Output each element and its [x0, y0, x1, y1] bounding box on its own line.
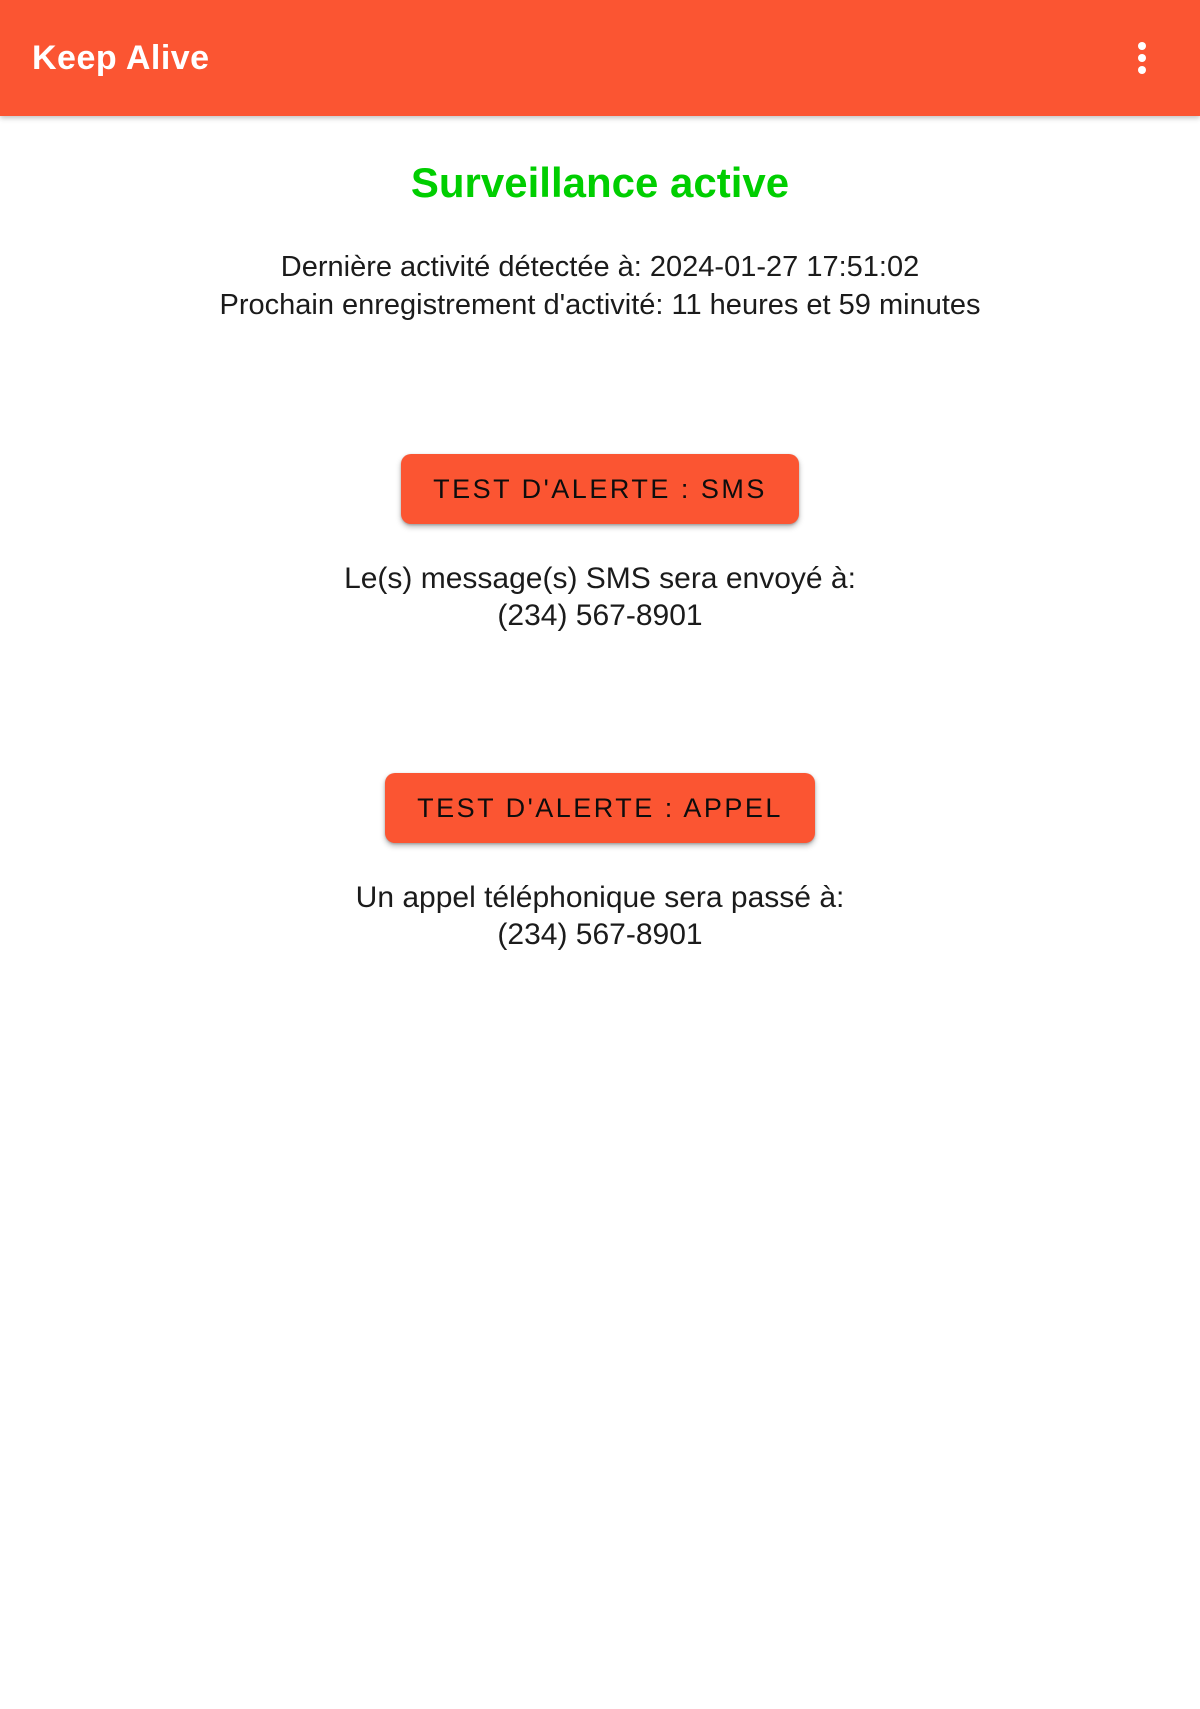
- sms-test-button[interactable]: TEST D'ALERTE : SMS: [401, 454, 799, 524]
- kebab-menu-icon: [1138, 66, 1146, 74]
- activity-info: [0, 248, 1200, 324]
- overflow-menu-button[interactable]: [1128, 32, 1156, 84]
- monitoring-status-headline: Surveillance active: [410, 159, 790, 206]
- call-description-text: Un appel téléphonique sera passé à:: [355, 881, 845, 914]
- sms-phone-number: (234) 567-8901: [497, 599, 703, 632]
- call-test-button[interactable]: TEST D'ALERTE : APPEL: [385, 773, 815, 843]
- app-title: Keep Alive: [32, 38, 210, 77]
- call-target-info: [0, 879, 1200, 953]
- sms-target-info: [0, 560, 1200, 634]
- last-activity-text: Dernière activité détectée à: 2024-01-27 17:51:02: [280, 251, 920, 283]
- sms-description-text: Le(s) message(s) SMS sera envoyé à:: [344, 562, 856, 595]
- app-bar: [0, 0, 1200, 116]
- call-phone-number: (234) 567-8901: [497, 918, 703, 951]
- kebab-menu-icon: [1138, 42, 1146, 50]
- kebab-menu-icon: [1138, 54, 1146, 62]
- main-content: [0, 160, 1200, 953]
- next-check-text: Prochain enregistrement d'activité: 11 heures et 59 minutes: [219, 289, 981, 321]
